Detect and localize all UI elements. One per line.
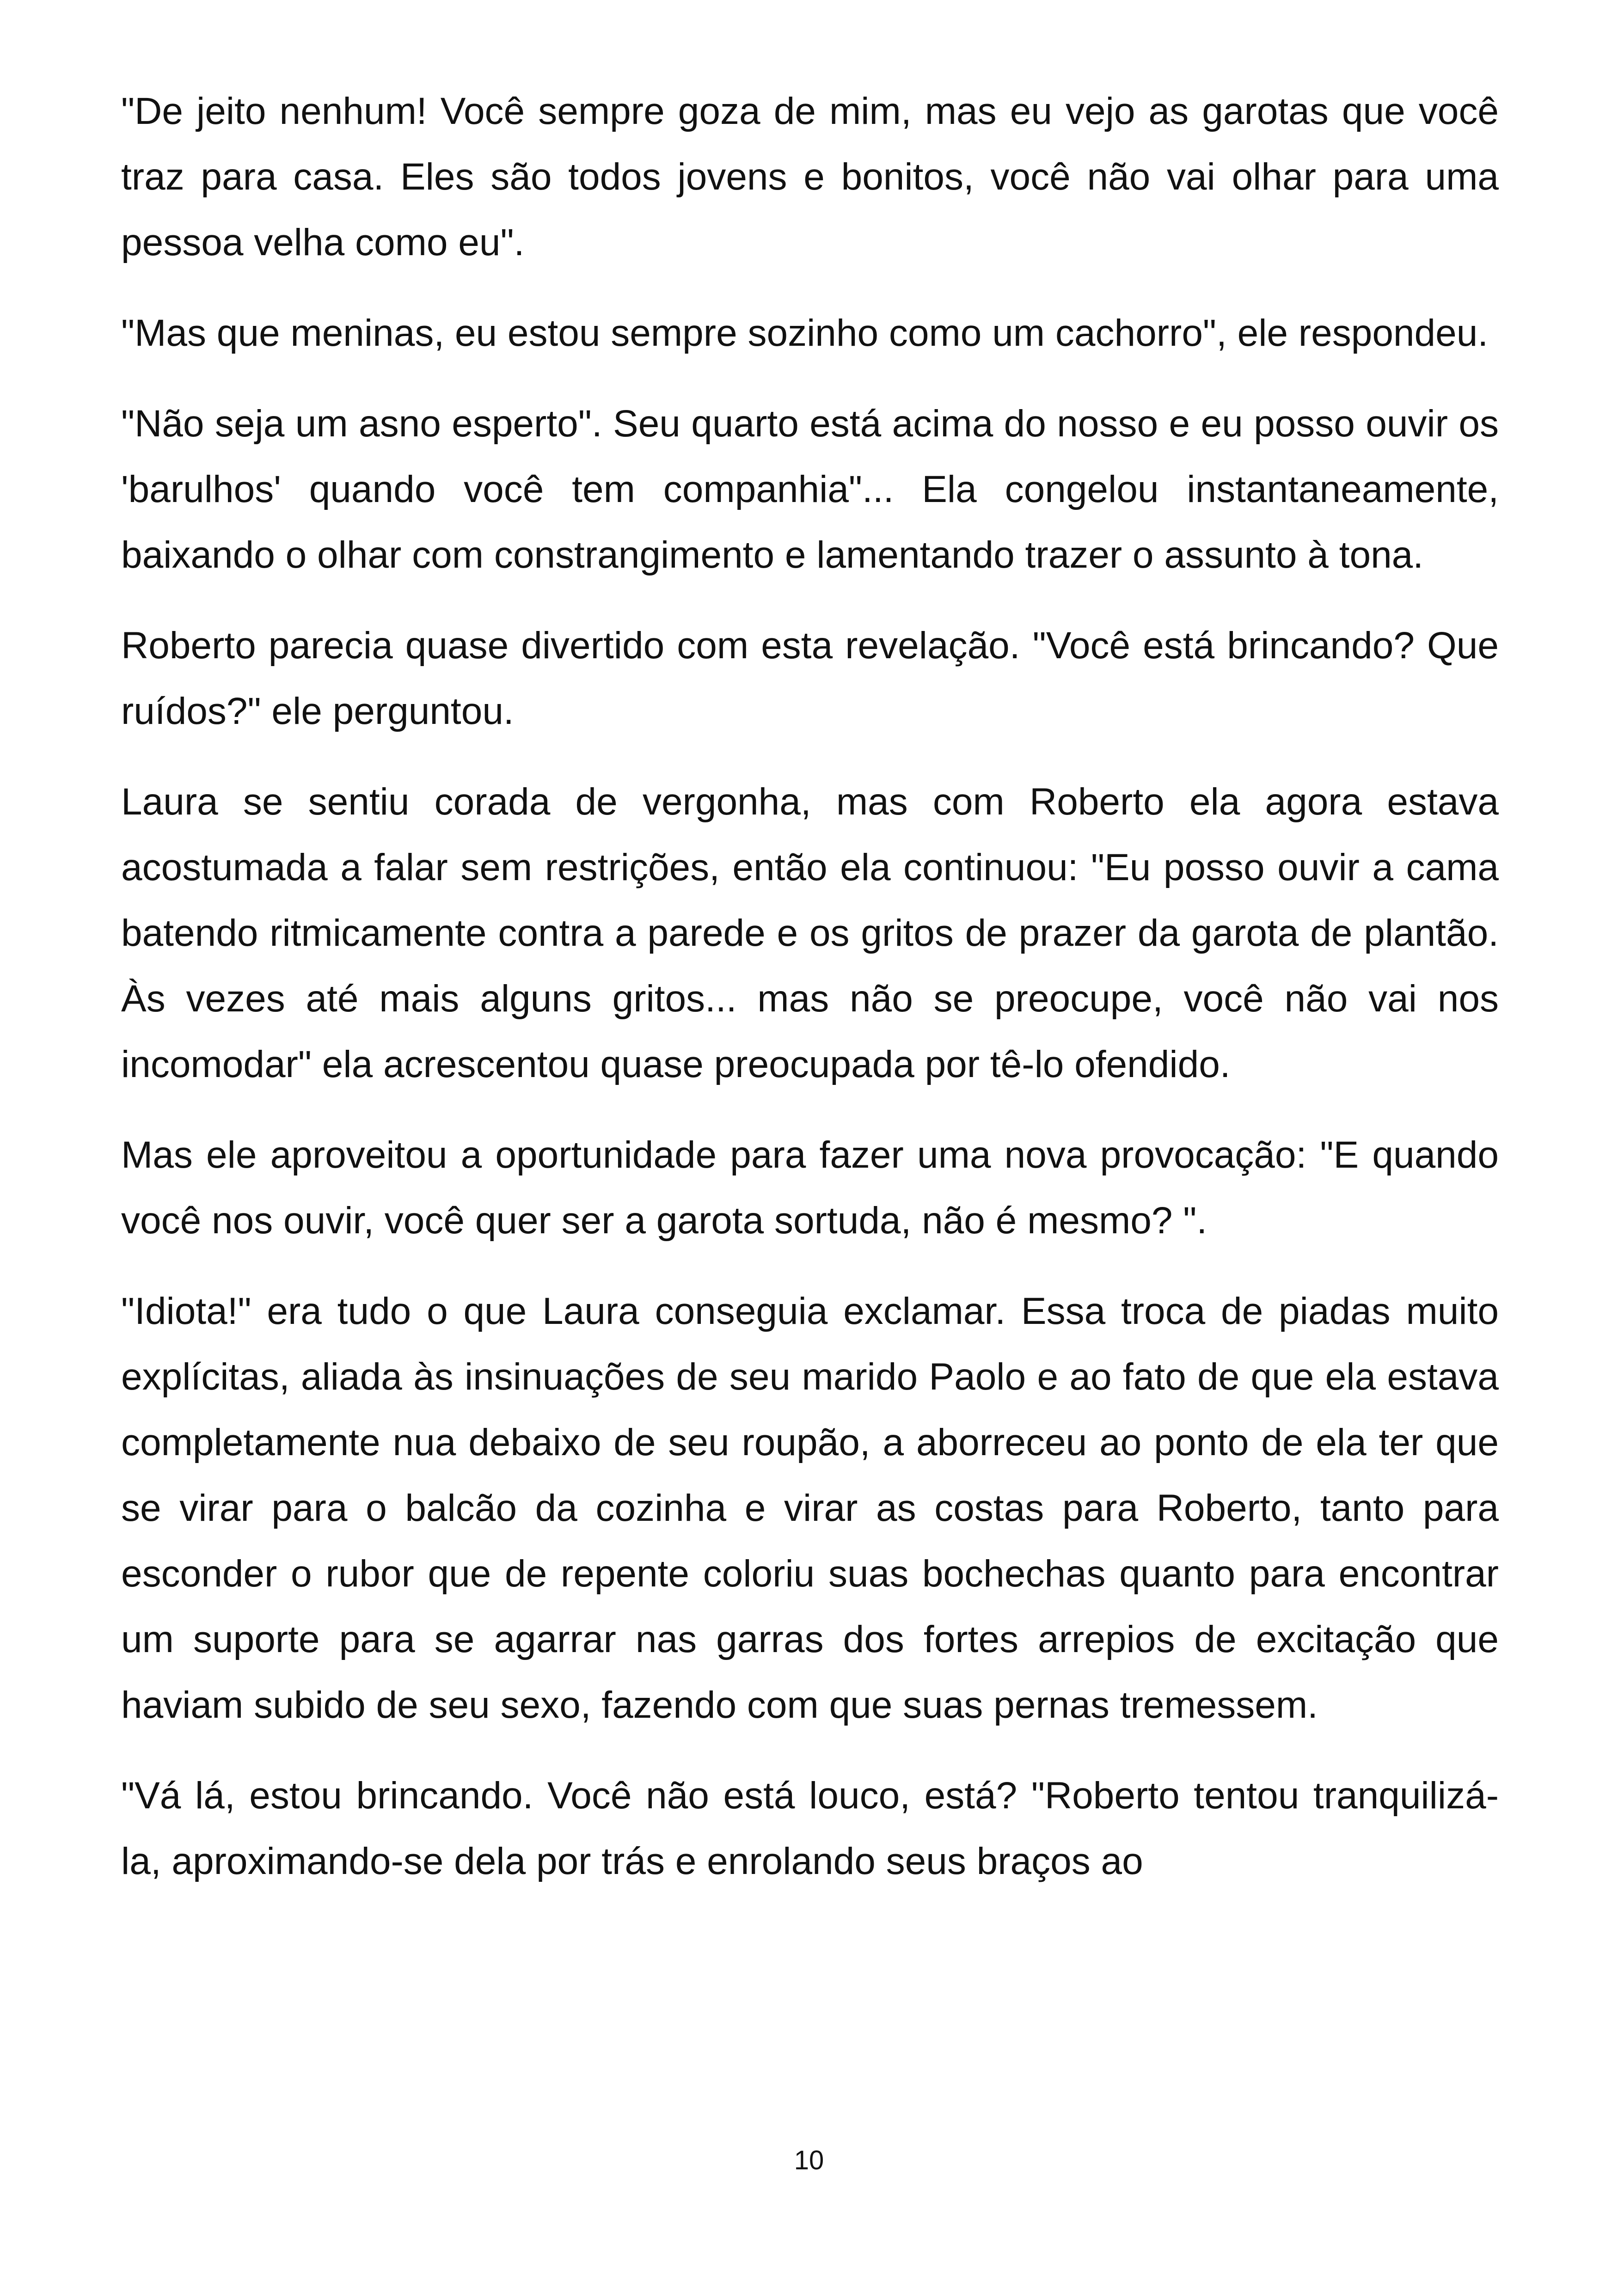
paragraph-2: "Mas que meninas, eu estou sempre sozinho como um cachorro", ele respondeu.: [121, 312, 1489, 354]
paragraph-8: "Vá lá, estou brincando. Você não está louco, está? "Roberto tentou tranquilizá-la, aproximando-se dela por trás e enrolando seus braços ao: [121, 1775, 1499, 1882]
paragraph-6: Mas ele aproveitou a oportunidade para fazer uma nova provocação: "E quando você nos ouvir, você quer ser a garota sortuda, não é mesmo? ".: [121, 1134, 1499, 1242]
paragraph-5: Laura se sentiu corada de vergonha, mas com Roberto ela agora estava acostumada a falar sem restrições, então ela continuou: "Eu posso ouvir a cama batendo ritmicamente contra a parede e os gritos de prazer da garota de plantão. Às vezes até mais alguns gritos... mas não se preocupe, você não vai nos incomodar" ela acrescentou quase preocupada por tê-lo ofendido.: [121, 781, 1499, 1085]
page-number: 10: [794, 2145, 824, 2175]
paragraph-3: "Não seja um asno esperto". Seu quarto está acima do nosso e eu posso ouvir os 'barulhos' quando você tem companhia"... Ela congelou instantaneamente, baixando o olhar com constrangimento e lamentando trazer o assunto à tona.: [121, 403, 1499, 576]
paragraph-7: "Idiota!" era tudo o que Laura conseguia exclamar. Essa troca de piadas muito explícitas, aliada às insinuações de seu marido Paolo e ao fato de que ela estava completamente nua debaixo de seu roupão, a aborreceu ao ponto de ela ter que se virar para o balcão da cozinha e virar as costas para Roberto, tanto para esconder o rubor que de repente coloriu suas bochechas quanto para encontrar um suporte para se agarrar nas garras dos fortes arrepios de excitação que haviam subido de seu sexo, fazendo com que suas pernas tremessem.: [121, 1290, 1499, 1726]
body-text: [121, 79, 1499, 1894]
paragraph-1: "De jeito nenhum! Você sempre goza de mim, mas eu vejo as garotas que você traz para casa. Eles são todos jovens e bonitos, você não vai olhar para uma pessoa velha como eu".: [121, 90, 1499, 263]
paragraph-4: Roberto parecia quase divertido com esta revelação. "Você está brincando? Que ruídos?" ele perguntou.: [121, 625, 1499, 732]
